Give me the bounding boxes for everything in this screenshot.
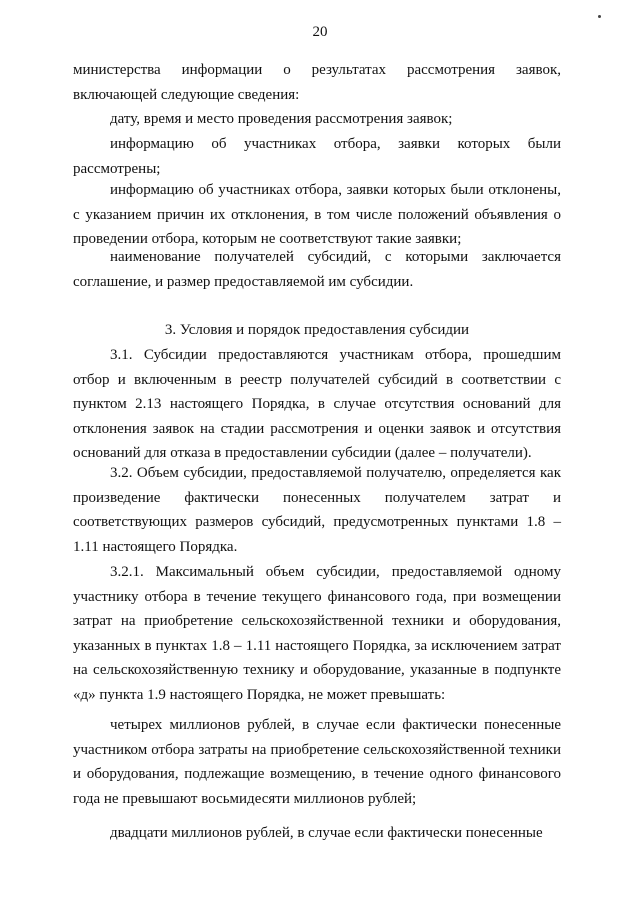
- paragraph-four-million: четырех миллионов рублей, в случае если фактически понесенные участником отбора затраты на приобретение сельскохозяйственной техники и оборудования, подлежащие возмещению, в течение одного финансового года не превышают восьмидесяти миллионов рублей;: [73, 717, 561, 807]
- scan-dot-mark: [598, 15, 601, 18]
- paragraph-3-1: 3.1. Субсидии предоставляются участникам отбора, прошедшим отбор и включенным в реестр получателей субсидий в соответствии с пунктом 2.13 настоящего Порядка, в случае отсутствия оснований для отклонения заявок на стадии рассмотрения и оценки заявок и отсутствия оснований для отказа в предоставлении субсидии (далее – получатели).: [73, 347, 561, 462]
- paragraph-rejected-participants: информацию об участниках отбора, заявки которых были отклонены, с указанием причин их отклонения, в том числе положений объявления о проведении отбора, которым не соответствуют такие заявки;: [73, 182, 561, 248]
- paragraph-3-2: 3.2. Объем субсидии, предоставляемой получателю, определяется как произведение фактически понесенных получателем затрат и соответствующих размеров субсидий, предусмотренных пунктами 1.8 – 1.11 настоящего Порядка.: [73, 465, 561, 555]
- page-number: 20: [312, 24, 328, 40]
- paragraph-twenty-million: двадцати миллионов рублей, в случае если фактически понесенные: [110, 825, 543, 841]
- paragraph-3-2-1: 3.2.1. Максимальный объем субсидии, предоставляемой одному участнику отбора в течение текущего финансового года, при возмещении затрат на приобретение сельскохозяйственной техники и оборудования, указанных в пунктах 1.8 – 1.11 настоящего Порядка, за исключением затрат на сельскохозяйственную технику и оборудование, указанные в подпункте «д» пункта 1.9 настоящего Порядка, не может превышать:: [73, 564, 561, 703]
- paragraph-reviewed-participants: информацию об участниках отбора, заявки которых были рассмотрены;: [73, 136, 561, 177]
- section-heading: 3. Условия и порядок предоставления субсидии: [164, 322, 470, 338]
- paragraph-ministry-info: министерства информации о результатах рассмотрения заявок, включающей следующие сведения:: [73, 62, 561, 103]
- paragraph-date-time-place: дату, время и место проведения рассмотрения заявок;: [110, 111, 453, 127]
- paragraph-recipients-names: наименование получателей субсидий, с которыми заключается соглашение, и размер предоставляемой им субсидии.: [73, 249, 561, 290]
